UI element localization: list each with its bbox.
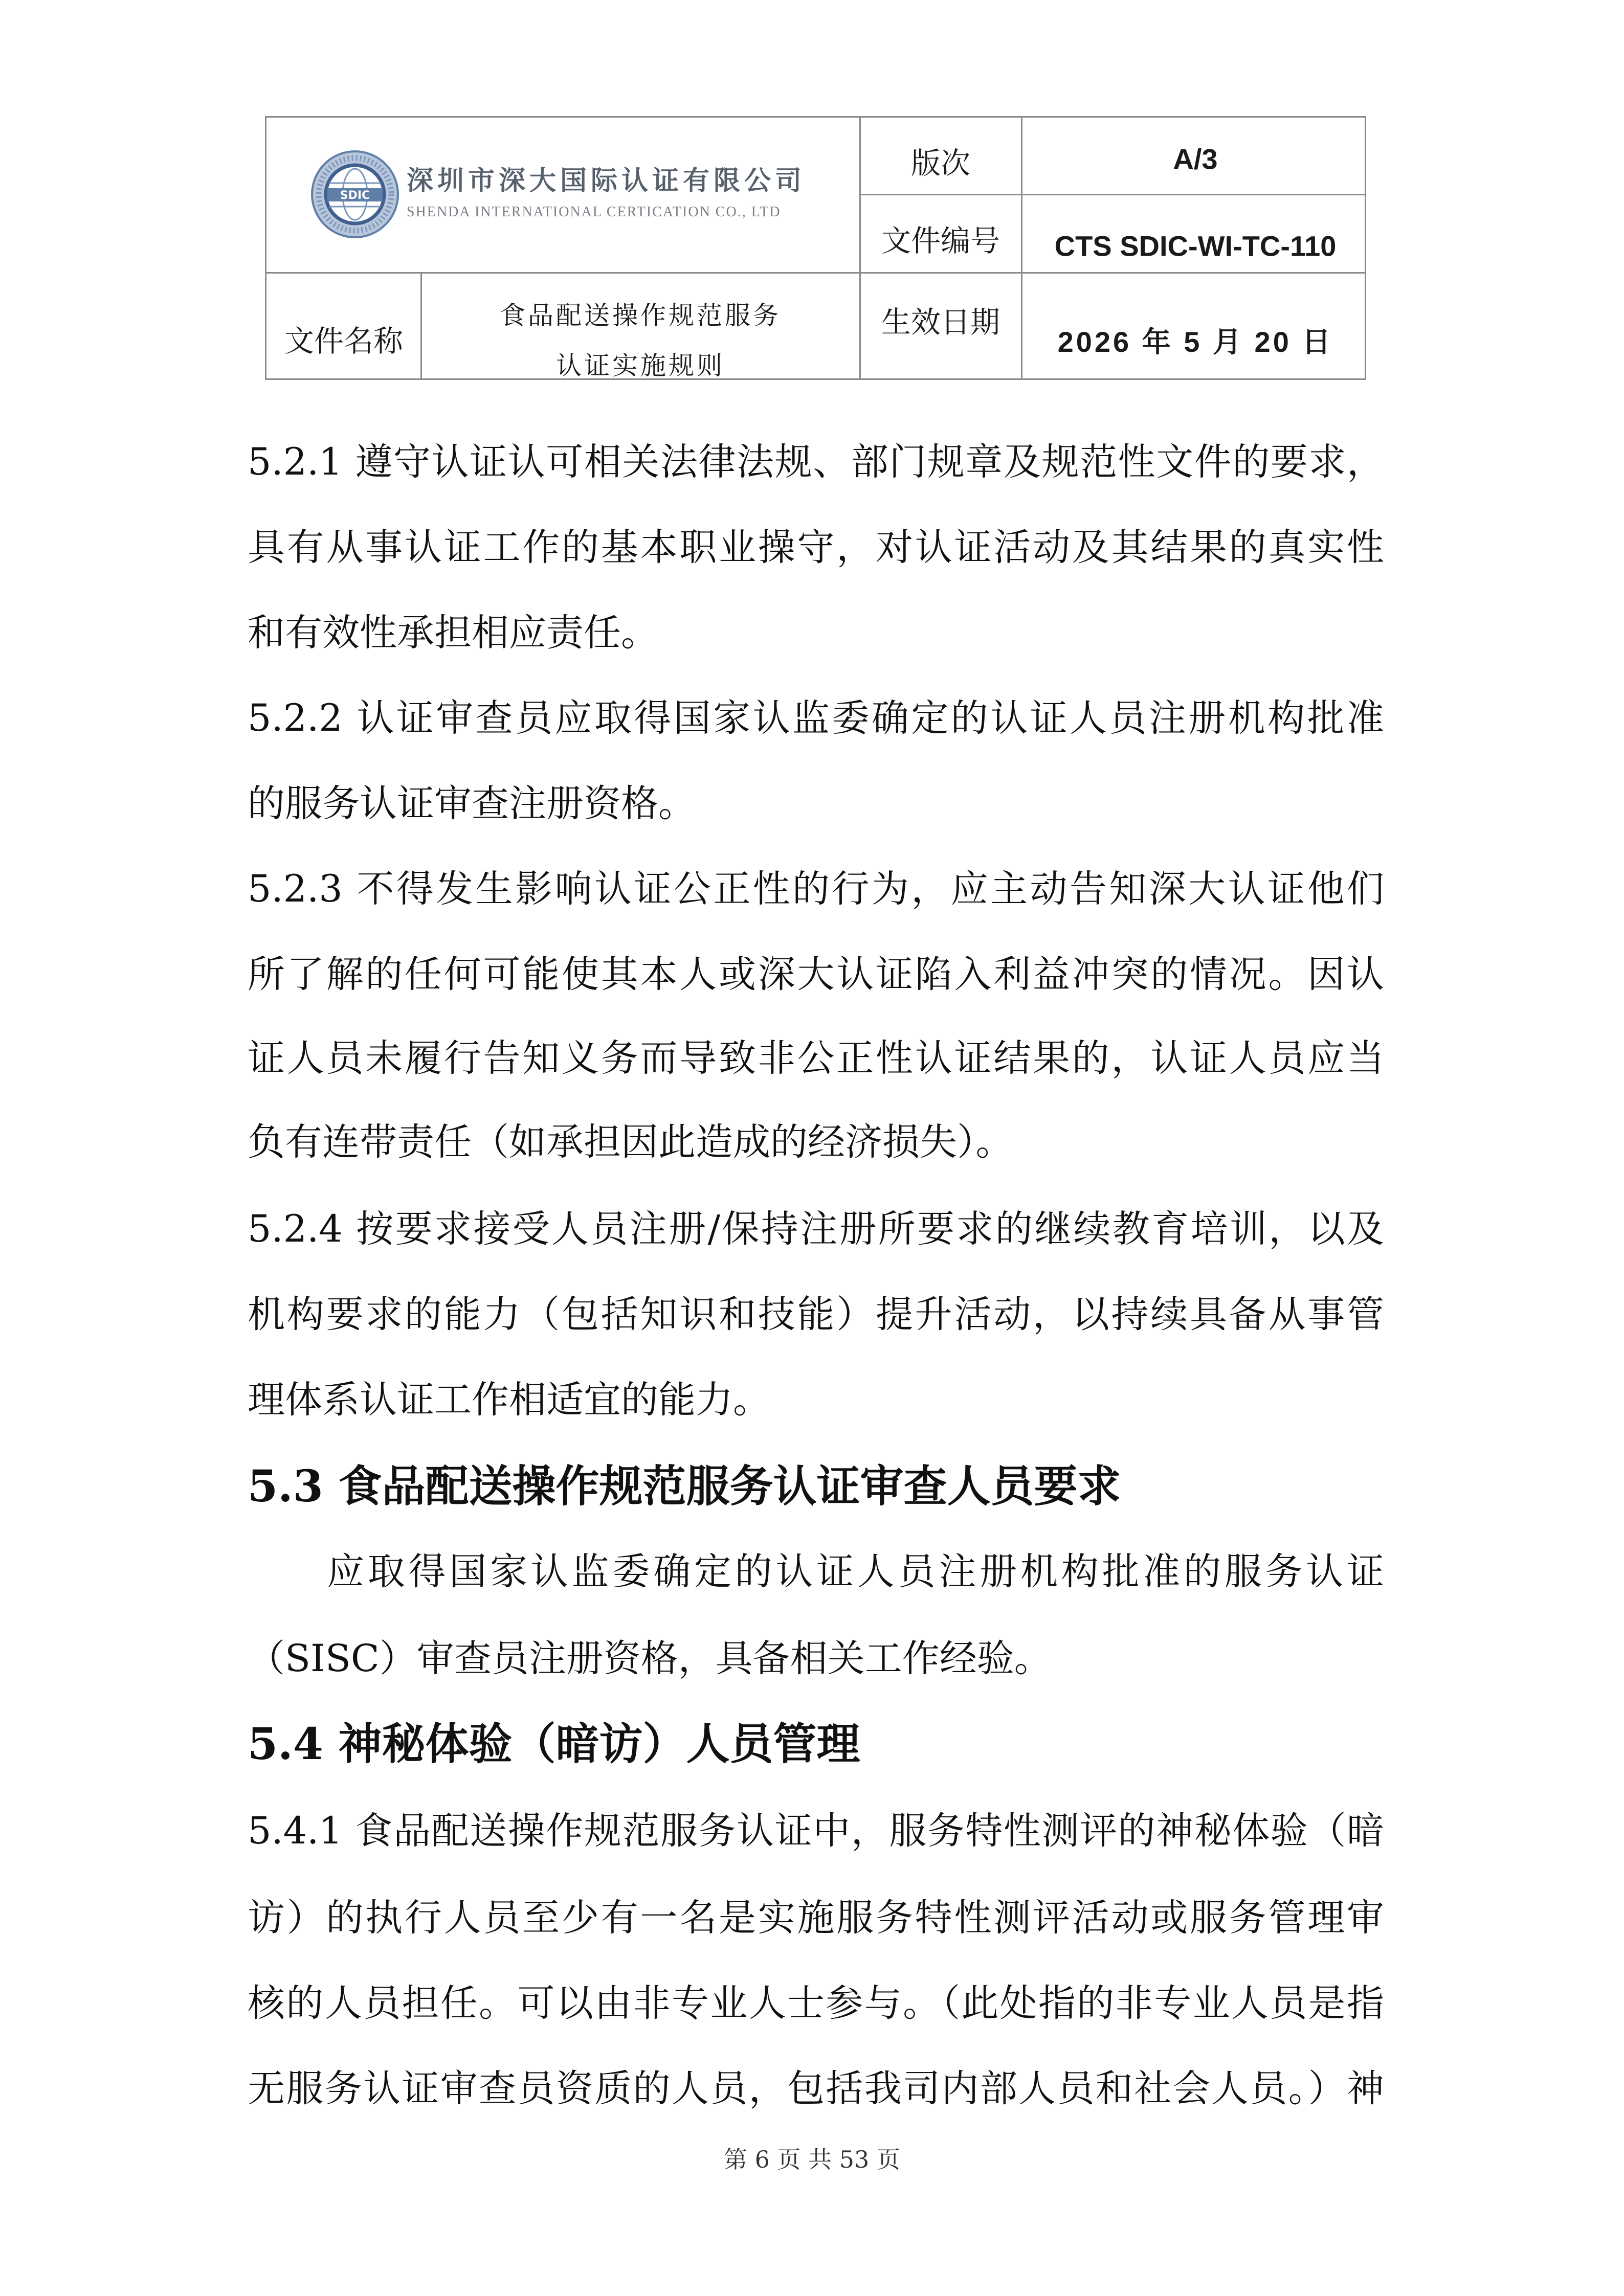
text-line: 负有连带责任（如承担因此造成的经济损失）。 — [248, 1120, 1013, 1164]
text-line: 5.2.2 认证审查员应取得国家认监委确定的认证人员注册机构批准 — [248, 696, 1384, 740]
text-line: 5.2.3 不得发生影响认证公正性的行为，应主动告知深大认证他们 — [248, 867, 1384, 911]
version-value: A/3 — [1173, 143, 1218, 175]
page-number: 第 6 页 共 53 页 — [724, 2146, 900, 2173]
effective-date-value: 2026 年 5 月 20 日 — [1057, 326, 1333, 358]
text-line: 具有从事认证工作的基本职业操守，对认证活动及其结果的真实性 — [248, 526, 1384, 569]
doc-number-label: 文件编号 — [881, 223, 1000, 258]
text-line: （SISC）审查员注册资格，具备相关工作经验。 — [248, 1637, 1052, 1680]
text-line: 和有效性承担相应责任。 — [248, 611, 658, 655]
table-divider — [1021, 118, 1022, 378]
section-heading-5-3: 5.3 食品配送操作规范服务认证审查人员要求 — [248, 1461, 1121, 1512]
text-line: 证人员未履行告知义务而导致非公正性认证结果的，认证人员应当 — [248, 1037, 1384, 1080]
doc-name-label: 文件名称 — [284, 324, 404, 358]
version-label: 版次 — [910, 146, 971, 181]
text-line: 的服务认证审查注册资格。 — [248, 782, 696, 825]
table-divider — [266, 272, 1365, 274]
logo-emblem — [309, 148, 401, 240]
effective-date-label: 生效日期 — [881, 305, 1000, 340]
text-line: 理体系认证工作相适宜的能力。 — [248, 1378, 770, 1422]
text-line: 5.2.1 遵守认证认可相关法律法规、部门规章及规范性文件的要求， — [248, 440, 1384, 484]
text-line: 5.4.1 食品配送操作规范服务认证中，服务特性测评的神秘体验（暗 — [248, 1809, 1384, 1853]
table-divider — [859, 194, 1365, 195]
doc-number-value: CTS SDIC-WI-TC-110 — [1054, 230, 1337, 262]
table-divider — [420, 272, 422, 378]
text-line: 核的人员担任。可以由非专业人士参与。（此处指的非专业人员是指 — [248, 1982, 1384, 2025]
company-name-en: SHENDA INTERNATIONAL CERTICATION CO., LTD — [407, 204, 781, 220]
logo-text: SDIC — [340, 189, 370, 202]
text-line: 无服务认证审查员资质的人员，包括我司内部人员和社会人员。）神 — [248, 2067, 1384, 2110]
section-heading-5-4: 5.4 神秘体验（暗访）人员管理 — [248, 1719, 860, 1770]
text-line: 5.2.4 按要求接受人员注册/保持注册所要求的继续教育培训，以及 — [248, 1207, 1384, 1251]
text-line: 所了解的任何可能使其本人或深大认证陷入利益冲突的情况。因认 — [248, 953, 1384, 996]
doc-name-line: 食品配送操作规范服务 — [500, 301, 781, 330]
text-line: 访）的执行人员至少有一名是实施服务特性测评活动或服务管理审 — [248, 1896, 1384, 1940]
header-table — [265, 116, 1366, 380]
table-divider — [859, 118, 861, 378]
text-line: 机构要求的能力（包括知识和技能）提升活动，以持续具备从事管 — [248, 1293, 1384, 1336]
doc-name-line: 认证实施规则 — [556, 351, 725, 380]
company-name-cn: 深圳市深大国际认证有限公司 — [407, 166, 806, 196]
text-line: 应取得国家认监委确定的认证人员注册机构批准的服务认证 — [327, 1550, 1384, 1593]
